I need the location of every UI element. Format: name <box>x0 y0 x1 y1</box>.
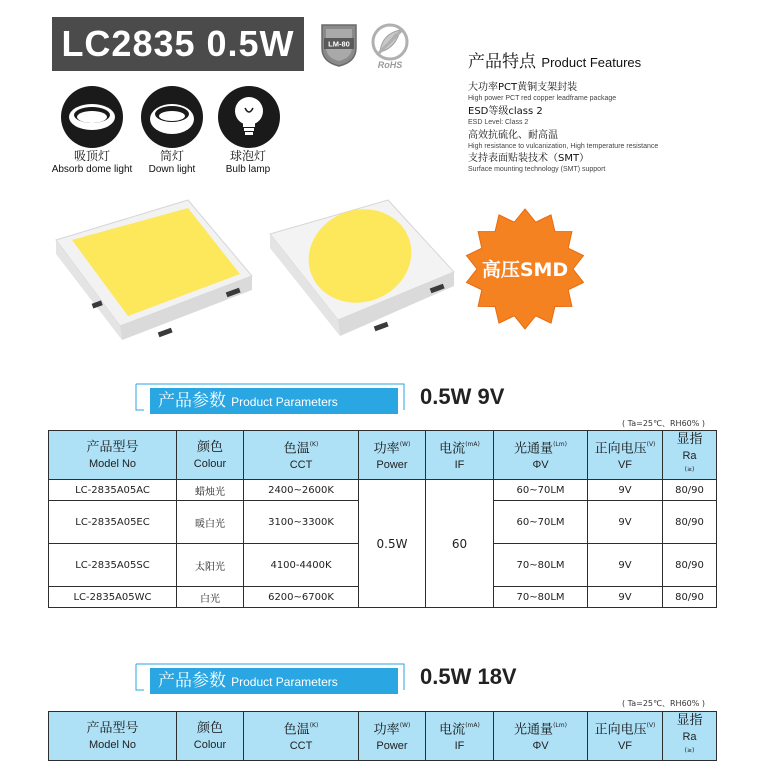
bulb-lamp-icon <box>218 86 280 148</box>
header-unit: (V) <box>646 441 656 448</box>
cell-flux: 60~70LM <box>494 480 588 501</box>
section-tab <box>150 388 398 414</box>
features-title-en: Product Features <box>541 55 642 70</box>
cell-model: LC-2835A05AC <box>49 480 177 501</box>
header-vf <box>588 431 663 480</box>
header-cn: 电流 <box>439 441 466 457</box>
table-header-row <box>49 431 717 480</box>
header-en: CCT <box>289 740 313 753</box>
header-en: IF <box>454 459 465 472</box>
cell-cct: 4100-4400K <box>244 544 359 587</box>
header-cn: 正向电压 <box>594 441 647 457</box>
header-unit: (K) <box>309 722 319 729</box>
app-label-down-en: Down light <box>148 164 196 175</box>
feature-item <box>468 130 658 151</box>
table-header-row <box>49 712 717 761</box>
header-flux <box>494 431 588 480</box>
feature-item-cn: ESD等级class 2 <box>468 106 543 117</box>
header-unit: (mA) <box>465 441 480 448</box>
header-colour <box>177 712 244 761</box>
header-unit: (W) <box>399 722 411 729</box>
header-unit: (K) <box>309 441 319 448</box>
header-en: VF <box>617 459 633 472</box>
header-power <box>359 431 426 480</box>
lm80-badge-icon <box>319 22 359 68</box>
cell-flux: 70~80LM <box>494 544 588 587</box>
cell-power: 0.5W <box>359 480 426 608</box>
feature-item-cn: 大功率PCT黄铜支架封装 <box>468 82 578 93</box>
features-title <box>468 47 641 72</box>
header-cct <box>244 431 359 480</box>
header-cn: 色温 <box>283 722 310 738</box>
header-cn: 显指 <box>676 713 703 728</box>
header-en: ΦV <box>532 459 549 472</box>
feature-item-cn: 高效抗硫化、耐高温 <box>468 130 558 141</box>
header-unit: (W) <box>399 441 411 448</box>
section-tab <box>150 668 398 694</box>
section-tab-en: Product Parameters <box>231 675 338 689</box>
feature-item-en: Surface mounting technology (SMT) support <box>468 166 606 173</box>
header-en: VF <box>617 740 633 753</box>
cell-flux: 70~80LM <box>494 587 588 608</box>
down-light-icon <box>141 86 203 148</box>
header-unit: (V) <box>646 722 656 729</box>
feature-item-en: High resistance to vulcanization, High temperature resistance <box>468 143 659 150</box>
cell-vf: 9V <box>588 480 663 501</box>
cell-model: LC-2835A05SC <box>49 544 177 587</box>
app-label-bulb-cn: 球泡灯 <box>229 149 266 163</box>
header-vf <box>588 712 663 761</box>
spec-table-18v <box>48 711 717 761</box>
header-en: Power <box>376 740 408 753</box>
feature-item-en: High power PCT red copper leadframe package <box>468 95 617 102</box>
feature-item <box>468 82 616 103</box>
header-cn: 光通量 <box>514 722 554 738</box>
cell-flux: 60~70LM <box>494 501 588 544</box>
header-cn: 颜色 <box>196 440 223 456</box>
header-current <box>426 431 494 480</box>
cell-vf: 9V <box>588 587 663 608</box>
cell-model: LC-2835A05WC <box>49 587 177 608</box>
app-label-down-cn: 筒灯 <box>159 149 184 163</box>
header-cct <box>244 712 359 761</box>
header-cn: 产品型号 <box>86 440 139 456</box>
section-tab-cn: 产品参数 <box>158 391 226 411</box>
header-unit: (mA) <box>465 722 480 729</box>
cell-ra: 80/90 <box>663 480 717 501</box>
feature-item-en: ESD Level: Class 2 <box>468 119 529 126</box>
cell-model: LC-2835A05EC <box>49 501 177 544</box>
section-header-9v <box>0 380 770 414</box>
header-cn: 光通量 <box>514 441 554 457</box>
header-extra: (≥) <box>684 466 695 473</box>
cell-ra: 80/90 <box>663 587 717 608</box>
cell-colour: 白光 <box>177 587 244 608</box>
led-chip-image-square <box>48 192 258 357</box>
header-en: ΦV <box>532 740 549 753</box>
header-flux <box>494 712 588 761</box>
cell-cct: 6200~6700K <box>244 587 359 608</box>
high-voltage-smd-badge <box>462 206 588 332</box>
header-cn: 显指 <box>676 432 703 447</box>
header-cn: 功率 <box>373 441 400 457</box>
feature-item <box>468 153 605 174</box>
test-condition: ( Ta=25℃、RH60% ) <box>622 419 706 428</box>
cell-current: 60 <box>426 480 494 608</box>
header-en: Colour <box>193 458 227 471</box>
header-ra <box>663 712 717 761</box>
header-en: Ra <box>682 731 697 743</box>
features-title-cn: 产品特点 <box>468 52 536 72</box>
header-unit: (Lm) <box>553 441 567 448</box>
cell-colour: 暖白光 <box>177 501 244 544</box>
feature-item-cn: 支持表面贴装技术（SMT） <box>468 153 590 164</box>
cell-ra: 80/90 <box>663 501 717 544</box>
dome-light-icon <box>61 86 123 148</box>
header-en: Model No <box>88 458 137 471</box>
high-voltage-smd-label: 高压SMD <box>481 259 569 281</box>
cell-cct: 3100~3300K <box>244 501 359 544</box>
spec-table-9v <box>48 430 717 608</box>
header-en: Power <box>376 459 408 472</box>
header-en: CCT <box>289 459 313 472</box>
section-value: 0.5W 18V <box>420 664 517 689</box>
header-current <box>426 712 494 761</box>
app-label-bulb-en: Bulb lamp <box>225 164 271 175</box>
header-colour <box>177 431 244 480</box>
led-chip-image-round <box>262 194 460 354</box>
header-model <box>49 431 177 480</box>
test-condition: ( Ta=25℃、RH60% ) <box>622 699 706 708</box>
product-title: LC2835 0.5W <box>52 17 304 71</box>
cell-colour: 蜡烛光 <box>177 480 244 501</box>
header-cn: 正向电压 <box>594 722 647 738</box>
section-value: 0.5W 9V <box>420 384 505 409</box>
rohs-badge-icon <box>366 22 414 70</box>
app-label-bulb <box>198 150 298 176</box>
app-label-dome-en: Absorb dome light <box>51 164 133 175</box>
rohs-badge-label: RoHS <box>377 60 403 70</box>
feature-item <box>468 106 543 127</box>
cell-vf: 9V <box>588 501 663 544</box>
header-cn: 电流 <box>439 722 466 738</box>
header-model <box>49 712 177 761</box>
header-extra: (≥) <box>684 747 695 754</box>
header-en: Colour <box>193 739 227 752</box>
header-cn: 功率 <box>373 722 400 738</box>
header-en: IF <box>454 740 465 753</box>
section-tab-en: Product Parameters <box>231 395 338 409</box>
header-unit: (Lm) <box>553 722 567 729</box>
header-ra <box>663 431 717 480</box>
cell-vf: 9V <box>588 544 663 587</box>
section-tab-cn: 产品参数 <box>158 671 226 691</box>
cell-ra: 80/90 <box>663 544 717 587</box>
lm80-badge-label: LM-80 <box>328 39 350 49</box>
header-en: Ra <box>682 450 697 462</box>
cell-colour: 太阳光 <box>177 544 244 587</box>
app-label-dome-cn: 吸顶灯 <box>73 149 110 163</box>
cell-cct: 2400~2600K <box>244 480 359 501</box>
header-cn: 颜色 <box>196 721 223 737</box>
header-en: Model No <box>88 739 137 752</box>
header-power <box>359 712 426 761</box>
header-cn: 色温 <box>283 441 310 457</box>
table-row <box>49 480 717 501</box>
header-cn: 产品型号 <box>86 721 139 737</box>
section-header-18v <box>0 660 770 694</box>
